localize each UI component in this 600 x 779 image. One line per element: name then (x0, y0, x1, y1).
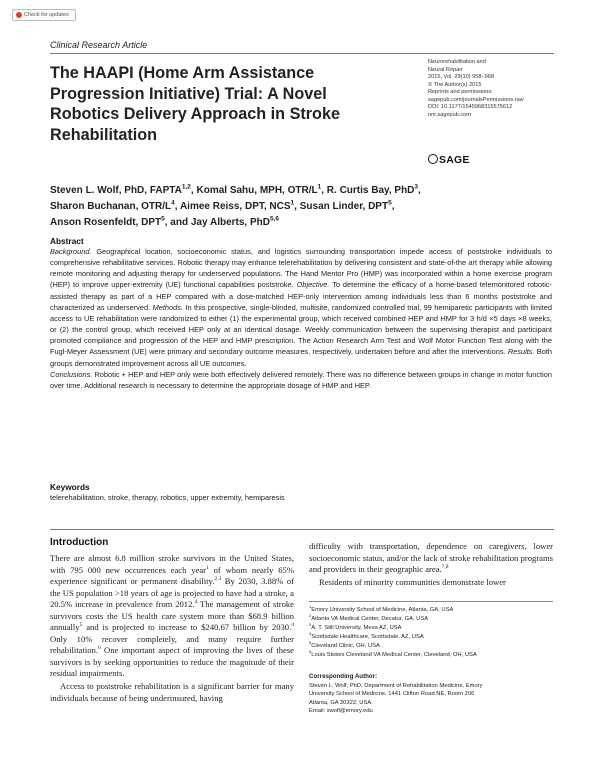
intro-column-right (309, 541, 553, 588)
author-name: Komal Sahu, MPH, OTR/L (196, 185, 318, 196)
abstract-heading: Abstract (50, 236, 84, 246)
section-divider (50, 529, 554, 530)
author-affiliation-marker: 1 (317, 183, 322, 191)
top-divider (50, 53, 554, 54)
affiliations (309, 606, 553, 660)
keywords-text: telerehabilitation, stroke, therapy, robotics, upper extremity, hemiparesis (50, 493, 285, 502)
journal-info-line: Reprints and permissions: (428, 89, 493, 95)
conclusions-label: Conclusions. (50, 369, 93, 379)
objective-text: To determine the efficacy of a home-based telemonitored robotic-assisted therapy as part of a HEP compared with a dose-matched HEP-only intervention among individuals less than 6 months poststroke and characterized as underserved. (50, 280, 553, 312)
objective-label: Objective. (296, 280, 330, 290)
keywords-heading: Keywords (50, 482, 90, 492)
affiliation-item: $^4$Scottsdale Healthcare, Scottsdale, AZ, USA (309, 631, 424, 640)
correspondence-line: University School of Medicine, 1441 Clifton Road NE, Room 206 (309, 691, 475, 698)
author-affiliation-marker: 1,2 (181, 183, 191, 191)
methods-label: Methods. (152, 302, 183, 312)
journal-info-line[interactable]: DOI: 10.1177/1545968315575612 (428, 104, 513, 110)
affiliation-item: $^2$Atlanta VA Medical Center, Decatur, GA, USA (309, 613, 429, 622)
publisher-logo: SAGE (428, 154, 470, 166)
journal-info-line: © The Author(s) 2015 (428, 81, 482, 88)
author-name: R. Curtis Bay, PhD (326, 185, 415, 196)
methods-text: In this prospective, single-blinded, multisite, randomized controlled trial, 99 hemiparetic participants with limited access to UE rehabilitation were randomized to either (1) the experimental group, which received combined HEP and HMP for 3 h/d ×5 days ×8 weeks, or (2) the control group, which received HEP only at an identical dosage. Weekly communication between the supervising therapist and participant promoted compliance and progression of the HEP and HMP prescription. The Action Research Arm Test and Wolf Motor Function Test along with the Fugl-Meyer Assessment (UE) were primary and secondary outcome measures, respectively, undertaken before and after the interventions. (50, 302, 553, 357)
author-name: Jay Alberts, PhD (190, 216, 270, 228)
author-name: Sharon Buchanan, OTR/L (50, 200, 172, 212)
author-name: Steven L. Wolf, PhD, FAPTA (50, 185, 182, 196)
check-updates-icon (16, 12, 22, 18)
journal-info-line[interactable]: sagepub.com/journalsPermissions.nav (428, 96, 524, 103)
intro-paragraph-2: Access to poststroke rehabilitation is a significant barrier for many individuals because of being underinsured, having (50, 681, 294, 703)
affiliation-item: $^3$A. T. Still University, Mesa AZ, USA (309, 622, 402, 631)
author-affiliation-marker: 5,6 (269, 215, 280, 223)
author-name: Susan Linder, DPT (299, 200, 389, 212)
author-affiliation-marker: 3 (414, 183, 419, 191)
journal-info-line: Neurorehabilitation and (428, 59, 486, 65)
author-name: Aimee Reiss, DPT, NCS (179, 200, 291, 212)
author-list: Steven L. Wolf, PhD, FAPTA$^{1,2}$, Komal Sahu, MPH, OTR/$L^1$, R. Curtis Bay, PhD$^3$, Sharon Buchanan, OTR/$L^4$, Aimee Reiss, DPT, NCS$^1$, Susan Linder, DPT$^5$, Anson Rosenfeldt, DPT$^5$, and Jay Alberts, PhD$^{5,6}$ (50, 183, 421, 228)
introduction-heading: Introduction (50, 537, 109, 548)
background-text: Geographical location, socioeconomic status, and logistics surrounding transportation impede access of poststroke individuals to comprehensive rehabilitative services. Robotic therapy may enhance telerehabilitation by delivering consistent and state-of-the art therapy while allowing remote monitoring and adjusting therapy for underserved populations. The Hand Mentor Pro (HMP) was incorporated within a home exercise program (HEP) to improve upper-extremity (UE) functional capabilities poststroke. (50, 247, 552, 290)
journal-info-line: Neural Repair (428, 66, 463, 73)
intro-column-left (50, 553, 294, 704)
intro-paragraph-3: Residents of minority communities demonstrate lower (319, 576, 506, 587)
intro-paragraph-1: There are almost 6.8 million stroke survivors in the United States, with 795 000 new occurrences each year$^1$ of whom nearly 65% experience significant or permanent disability.$^{2,3}$ By 2030, 3.88% of the US population >18 years of age is projected to have had a stroke, a 20.5% increase in prevalence from 2012.$^4$ The management of stroke survivors costs the US health care system more than $68.9 billion annually$^5$ and is projected to increase to $240.67 billion by 2030.$^4$ Only 10% recover completely, and many require further rehabilitation.$^6$ One important aspect of improving the lives of these survivors is by seeking opportunities to reduce the magnitude of their residual impairments. (50, 553, 294, 679)
article-category: Clinical Research Article (50, 40, 148, 50)
journal-info-line: 2015, Vol. 29(10) 958–968 (428, 74, 494, 80)
results-label: Results. (507, 347, 535, 357)
author-affiliation-marker: 4 (171, 199, 175, 207)
conclusions-text: Robotic + HEP and HEP only were both effectively delivered remotely. There was no difference between groups in change in motor function over time. Additional research is necessary to determine the appropriate dosage of HMP and HEP. (50, 369, 552, 390)
footnote-divider (309, 601, 553, 602)
author-affiliation-marker: 5 (388, 199, 392, 207)
affiliation-item: $^5$Cleveland Clinic, OH, USA (309, 640, 380, 649)
journal-info-line[interactable]: nnr.sagepub.com (428, 111, 471, 118)
author-affiliation-marker: 5 (161, 215, 165, 223)
corresponding-author (309, 673, 553, 716)
article-title: The HAAPI (Home Arm Assistance Progression Initiative) Trial: A Novel Robotics Delivery Approach in Stroke Rehabilitation (50, 64, 340, 144)
journal-info (428, 59, 568, 119)
results-text: Both groups demonstrated improvement across all UE outcomes. (50, 347, 552, 368)
author-name: Anson Rosenfeldt, DPT (50, 216, 162, 228)
author-affiliation-marker: 1 (290, 199, 295, 207)
corresponding-author-heading: Corresponding Author: (309, 673, 378, 680)
affiliation-item: $^6$Louis Stokes Cleveland VA Medical Center, Cleveland, OH, USA (309, 649, 477, 658)
author-email-link[interactable]: Email: swolf@emory.edu (309, 708, 373, 715)
background-label: Background. (50, 247, 92, 256)
affiliation-item: $^1$Emory University School of Medicine, Atlanta, GA, USA (309, 604, 454, 613)
check-for-updates-badge[interactable]: Check for updates (12, 9, 76, 21)
intro-paragraph-continued: difficulty with transportation, dependence on caregivers, lower socioeconomic status, and/or the lack of stroke rehabilitation programs and providers in their geographic area.$^{7,8}$ (309, 541, 553, 575)
correspondence-line: Steven L. Wolf, PhD, Department of Rehabilitation Medicine, Emory (309, 682, 483, 689)
sage-logo-icon (428, 154, 438, 164)
abstract-text (50, 246, 552, 391)
correspondence-line: Atlanta, GA 30322, USA. (309, 699, 373, 706)
